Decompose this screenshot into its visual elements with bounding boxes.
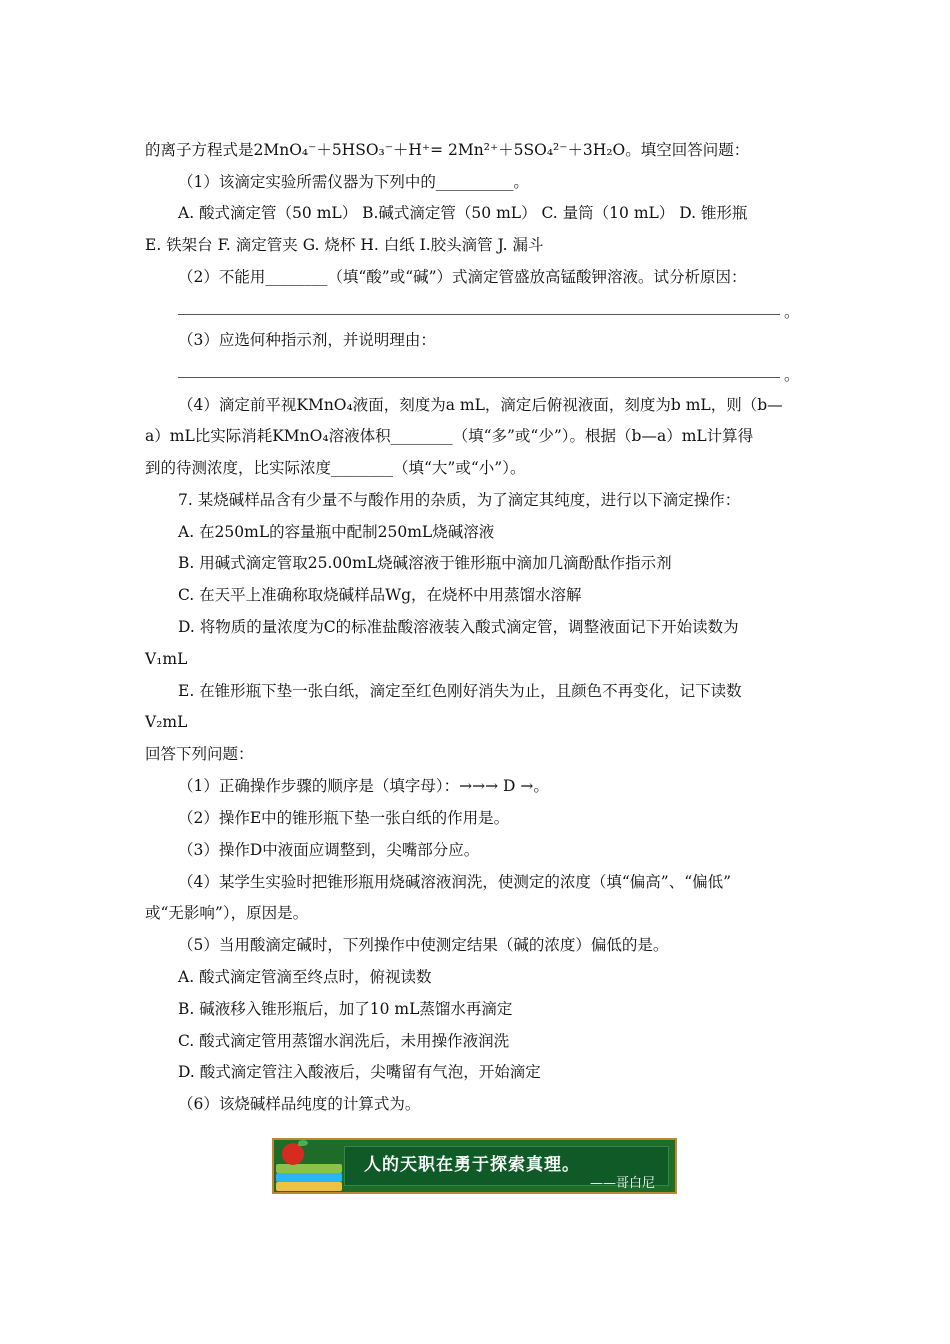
- sub-question-6: （6）该烧碱样品纯度的计算式为。: [178, 1095, 421, 1113]
- banner-quote: 人的天职在勇于探索真理。: [364, 1155, 580, 1175]
- problem-7: 7. 某烧碱样品含有少量不与酸作用的杂质，为了滴定其纯度，进行以下滴定操作：: [178, 491, 741, 509]
- leaf-icon: [298, 1140, 308, 1146]
- text-line: 到的待测浓度，比实际浓度________（填“大”或“小”）。: [145, 459, 526, 477]
- section-heading: 回答下列问题：: [145, 745, 254, 763]
- question-4: （4）滴定前平视KMnO₄液面，刻度为a mL，滴定后俯视液面，刻度为b mL，则（b—: [178, 396, 783, 414]
- answer-blank-line: [178, 314, 780, 315]
- option-b: B. 碱液移入锥形瓶后，加了10 mL蒸馏水再滴定: [178, 1000, 513, 1018]
- step-b: B. 用碱式滴定管取25.00mL烧碱溶液于锥形瓶中滴加几滴酚酞作指示剂: [178, 554, 672, 572]
- banner-author: ——哥白尼: [589, 1176, 655, 1191]
- text-line: V₂mL: [145, 713, 188, 731]
- step-d: D. 将物质的量浓度为C的标准盐酸溶液装入酸式滴定管，调整液面记下开始读数为: [178, 618, 739, 636]
- sub-question-3: （3）操作D中液面应调整到，尖嘴部分应。: [178, 841, 480, 859]
- option-c: C. 酸式滴定管用蒸馏水润洗后，未用操作液润洗: [178, 1032, 510, 1050]
- sub-question-1: （1）正确操作步骤的顺序是（填字母）：→→→ D →。: [178, 777, 549, 795]
- text-line: a）mL比实际消耗KMnO₄溶液体积________（填“多”或“少”）。根据（b—a）mL计算得: [145, 427, 754, 445]
- answer-blank-line: [178, 377, 780, 378]
- options-line-2: E. 铁架台 F. 滴定管夹 G. 烧杯 H. 白纸 I.胶头滴管 J. 漏斗: [145, 236, 544, 254]
- books-icon: [276, 1164, 342, 1192]
- text-line: 或“无影响”），原因是。: [145, 904, 309, 922]
- apple-icon: [282, 1143, 304, 1165]
- period: 。: [784, 303, 800, 321]
- sub-question-2: （2）操作E中的锥形瓶下垫一张白纸的作用是。: [178, 809, 510, 827]
- period: 。: [784, 366, 800, 384]
- step-e: E. 在锥形瓶下垫一张白纸，滴定至红色刚好消失为止，且颜色不再变化，记下读数: [178, 682, 742, 700]
- sub-question-5: （5）当用酸滴定碱时，下列操作中使测定结果（碱的浓度）偏低的是。: [178, 936, 669, 954]
- options-line-1: A. 酸式滴定管（50 mL） B.碱式滴定管（50 mL） C. 量筒（10 mL） D. 锥形瓶: [178, 204, 748, 222]
- option-a: A. 酸式滴定管滴至终点时，俯视读数: [178, 968, 432, 986]
- question-2: （2）不能用________（填“酸”或“碱”）式滴定管盛放高锰酸钾溶液。试分析原因：: [178, 268, 747, 286]
- question-1: （1）该滴定实验所需仪器为下列中的__________。: [178, 173, 529, 191]
- step-c: C. 在天平上准确称取烧碱样品Wg，在烧杯中用蒸馏水溶解: [178, 586, 582, 604]
- quote-banner: [272, 1138, 677, 1194]
- text-line: V₁mL: [145, 650, 188, 668]
- question-3: （3）应选何种指示剂，并说明理由：: [178, 331, 436, 349]
- step-a: A. 在250mL的容量瓶中配制250mL烧碱溶液: [178, 523, 495, 541]
- sub-question-4: （4）某学生实验时把锥形瓶用烧碱溶液润洗，使测定的浓度（填“偏高”、“偏低”: [178, 873, 732, 891]
- option-d: D. 酸式滴定管注入酸液后，尖嘴留有气泡，开始滴定: [178, 1063, 541, 1081]
- text-line: 的离子方程式是2MnO₄⁻＋5HSO₃⁻＋H⁺= 2Mn²⁺＋5SO₄²⁻＋3H₂O。填空回答问题：: [145, 141, 750, 159]
